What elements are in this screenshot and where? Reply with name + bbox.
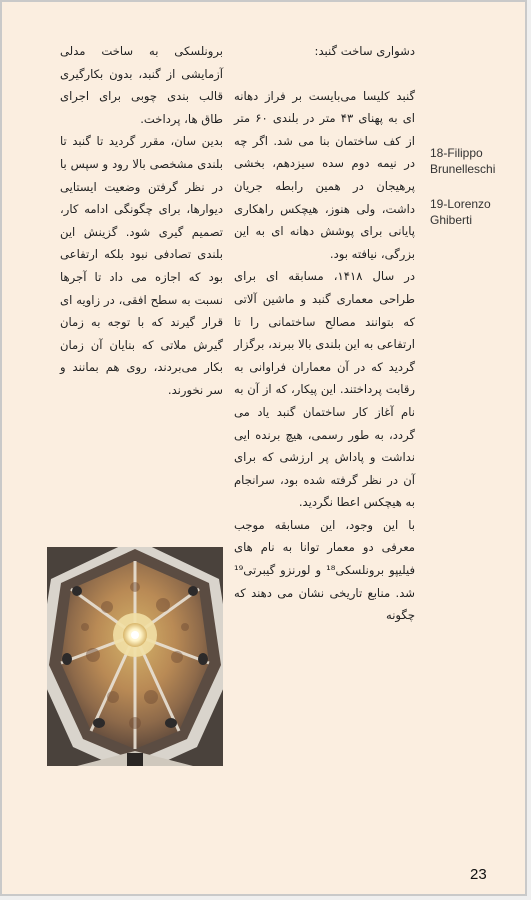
paragraph: برونلسکی به ساخت مدلی آزمایشی از گنبد، بدون بکارگیری قالب بندی چوبی برای اجرای طاق ها، پرداخت. [60,44,223,126]
paragraph: در سال ۱۴۱۸، مسابقه ای برای طراحی معماری گنبد و ماشین آلاتی که بتوانند مصالح ساختمانی را تا ارتفاعی به این بلندی بالا ببرند، برگزار گردید که در آن معماران فراوانی به رقابت پرداختند. این پیکار، که از آن به نام آغاز کار ساختمان گنبد یاد می گردد، به طور رسمی، هیچ برنده ایی نداشت و پاداش پر ارزشی که برای آن در نظر گرفته شده بود، سرانجام به هیچکس اعطا نگردید. [234,269,415,510]
section-heading: دشواری ساخت گنبد: [314,44,415,58]
paragraph: با این وجود، این مسابقه موجب معرفی دو معمار توانا به نام های فیلیپو برونلسکی¹⁸ و لورنزو گیبرتی¹⁹ شد. منابع تاریخی نشان می دهند که چگونه [234,517,415,623]
right-text-column [234,40,415,627]
paragraph: بدین سان، مقرر گردید تا گنبد تا بلندی مشخصی بالا رود و سپس با در نظر گرفتن وضعیت ایستایی دیوارها، برای چگونگی ادامه کار، تصمیم گیری شود. گزینش این بلندی تصادفی نبود بلکه ارتفاعی بود که اجازه می داد تا آجرها نسبت به سطح افقی، در زاویه ای قرار گیرند که با توجه به زمان گیرش ملاتی که بنایان آن زمان بکار می‌بردند، روی هم بمانند و سر نخورند. [60,134,223,397]
footnote-19: 19-Lorenzo Ghiberti [430,197,491,227]
paragraph: گنبد کلیسا می‌بایست بر فراز دهانه ای به پهنای ۴۳ متر در بلندی ۶۰ متر از کف ساختمان بنا می شد. اگر چه در نیمه دوم سده سیزدهم، بخشی پرهیجان در همین رابطه جریان داشت، ولی هنوز، هیچکس راهکاری پایانی برای پوشش دهانه ای به این بزرگی، نیافته بود. [234,88,415,261]
left-text-column [60,40,223,402]
page-number: 23 [470,866,487,883]
dome-interior-photo [47,547,223,766]
footnote-18: 18-Filippo Brunelleschi [430,146,496,176]
